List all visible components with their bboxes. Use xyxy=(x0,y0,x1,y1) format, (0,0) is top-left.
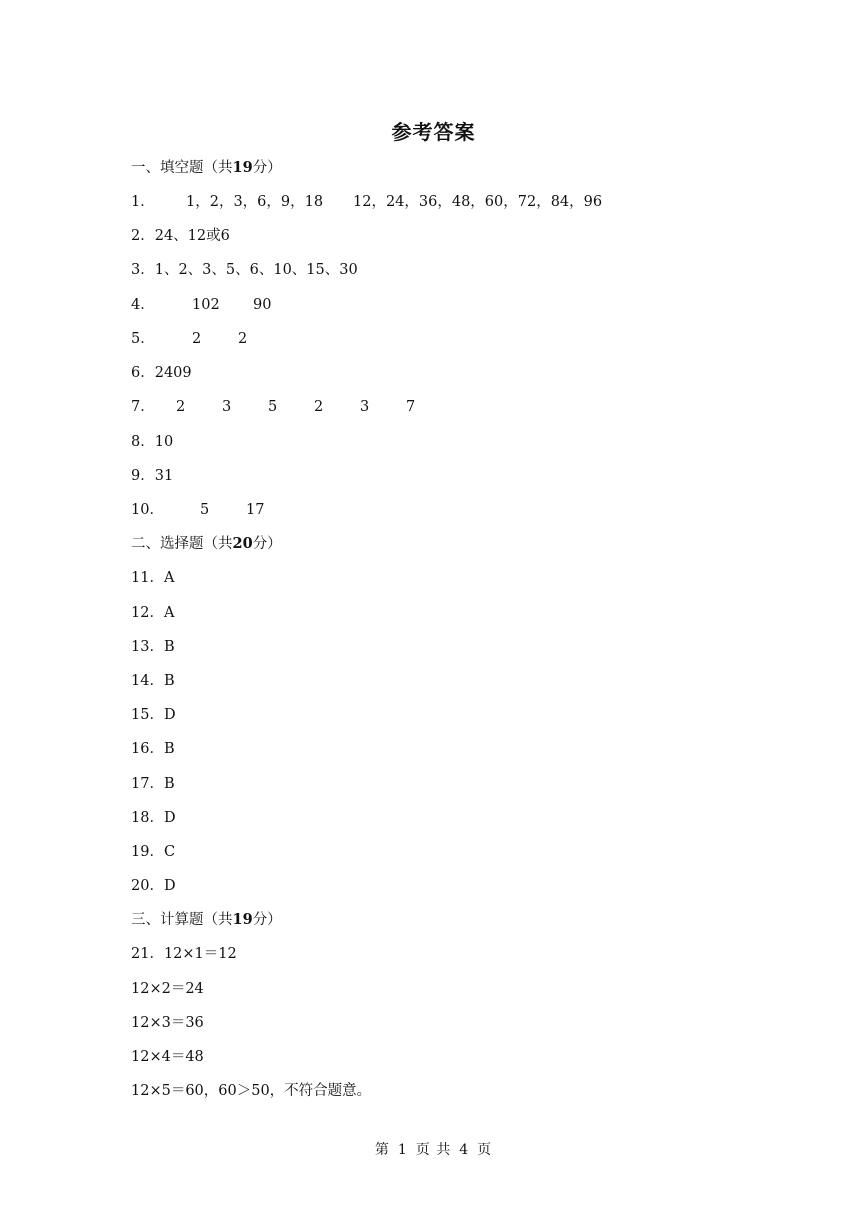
calculation-line: 12×2＝24 xyxy=(131,981,204,997)
answer-text: 2409 xyxy=(154,365,192,381)
section-points: 19 xyxy=(232,159,253,176)
answer-text: D xyxy=(163,878,176,894)
answer-row-5 xyxy=(131,328,248,350)
answer-row-4 xyxy=(131,294,272,316)
section-heading-fill-in xyxy=(131,157,282,179)
calculation-line: 12×5＝60，60＞50，不符合题意。 xyxy=(131,1083,372,1099)
answer-blank-1: 2 xyxy=(176,399,186,415)
question-number: 13． xyxy=(131,639,164,655)
answer-blank-1: 1，2，3，6，9，18 xyxy=(186,194,324,210)
section-heading-suffix: 分） xyxy=(252,160,282,176)
answer-row-14 xyxy=(131,670,175,692)
question-number: 19． xyxy=(131,844,164,860)
section-heading-prefix: 一、填空题（共 xyxy=(131,160,233,176)
answer-text: C xyxy=(163,844,176,860)
question-number: 11． xyxy=(131,570,164,586)
answer-blank-4: 2 xyxy=(314,399,324,415)
question-number: 17． xyxy=(131,776,164,792)
footer-page-prefix: 第 xyxy=(374,1142,390,1158)
question-number: 14． xyxy=(131,673,164,689)
answer-row-11 xyxy=(131,567,174,589)
answer-blank-1: 5 xyxy=(200,502,210,518)
answer-text: 10 xyxy=(154,434,174,450)
answer-row-6 xyxy=(131,362,192,384)
answer-text: B xyxy=(163,741,175,757)
footer-total-pages: 4 xyxy=(459,1142,470,1158)
page-title: 参考答案 xyxy=(391,120,476,144)
footer-page-mid: 页 共 xyxy=(415,1142,452,1158)
answer-blank-3: 5 xyxy=(268,399,278,415)
section-heading-choice xyxy=(131,533,282,555)
footer-page-number: 1 xyxy=(397,1142,408,1158)
question-number: 9． xyxy=(131,468,155,484)
question-number: 1． xyxy=(131,194,155,210)
question-number: 15． xyxy=(131,707,164,723)
answer-row-17 xyxy=(131,773,175,795)
answer-row-15 xyxy=(131,704,176,726)
answer-text: B xyxy=(163,776,175,792)
answer-blank-1: 102 xyxy=(192,297,220,313)
answer-row-2 xyxy=(131,225,230,247)
question-number: 16． xyxy=(131,741,164,757)
question-number: 10． xyxy=(131,502,164,518)
answer-row-10 xyxy=(131,499,265,521)
question-number: 21． xyxy=(131,946,164,962)
answer-row-19 xyxy=(131,841,175,863)
answer-row-21 xyxy=(131,943,237,965)
section-heading-suffix: 分） xyxy=(252,536,282,552)
answer-row-16 xyxy=(131,738,175,760)
section-points: 20 xyxy=(232,535,253,552)
answer-text: 24、12或6 xyxy=(154,228,230,244)
answer-row-18 xyxy=(131,807,176,829)
answer-text: D xyxy=(163,707,176,723)
answer-blank-2: 3 xyxy=(222,399,232,415)
question-number: 6． xyxy=(131,365,155,381)
answer-row-12 xyxy=(131,602,174,624)
answer-blank-2: 90 xyxy=(253,297,272,313)
question-number: 12． xyxy=(131,605,164,621)
answer-text: 1、2、3、5、6、10、15、30 xyxy=(154,262,358,278)
answer-row-20 xyxy=(131,875,176,897)
answer-row-8 xyxy=(131,431,173,453)
section-heading-prefix: 三、计算题（共 xyxy=(131,912,233,928)
answer-blank-2: 17 xyxy=(246,502,265,518)
answer-text: D xyxy=(163,810,176,826)
page-footer xyxy=(0,1139,867,1159)
calculation-line: 12×4＝48 xyxy=(131,1049,204,1065)
answer-row-13 xyxy=(131,636,175,658)
section-heading-prefix: 二、选择题（共 xyxy=(131,536,233,552)
answer-text: B xyxy=(163,673,175,689)
answer-blank-5: 3 xyxy=(360,399,370,415)
answer-text: 31 xyxy=(154,468,174,484)
question-number: 20． xyxy=(131,878,164,894)
answer-row-7 xyxy=(131,396,416,418)
footer-page-suffix: 页 xyxy=(477,1142,493,1158)
question-number: 2． xyxy=(131,228,155,244)
calculation-line: 12×1＝12 xyxy=(163,946,237,962)
answer-text: A xyxy=(163,570,175,586)
question-number: 4． xyxy=(131,297,155,313)
answer-blank-1: 2 xyxy=(192,331,202,347)
section-heading-calculation xyxy=(131,909,282,931)
answer-row-9 xyxy=(131,465,173,487)
calculation-line: 12×3＝36 xyxy=(131,1015,204,1031)
question-number: 5． xyxy=(131,331,155,347)
answer-blank-2: 2 xyxy=(238,331,248,347)
section-heading-suffix: 分） xyxy=(252,912,282,928)
question-number: 18． xyxy=(131,810,164,826)
answer-blank-6: 7 xyxy=(406,399,416,415)
question-number: 3． xyxy=(131,262,155,278)
answer-row-3 xyxy=(131,259,358,281)
question-number: 8． xyxy=(131,434,155,450)
answer-text: A xyxy=(163,605,175,621)
answer-row-1 xyxy=(131,191,603,213)
answer-blank-2: 12，24，36，48，60，72，84，96 xyxy=(353,194,603,210)
answer-text: B xyxy=(163,639,175,655)
section-points: 19 xyxy=(232,911,253,928)
question-number: 7． xyxy=(131,399,155,415)
